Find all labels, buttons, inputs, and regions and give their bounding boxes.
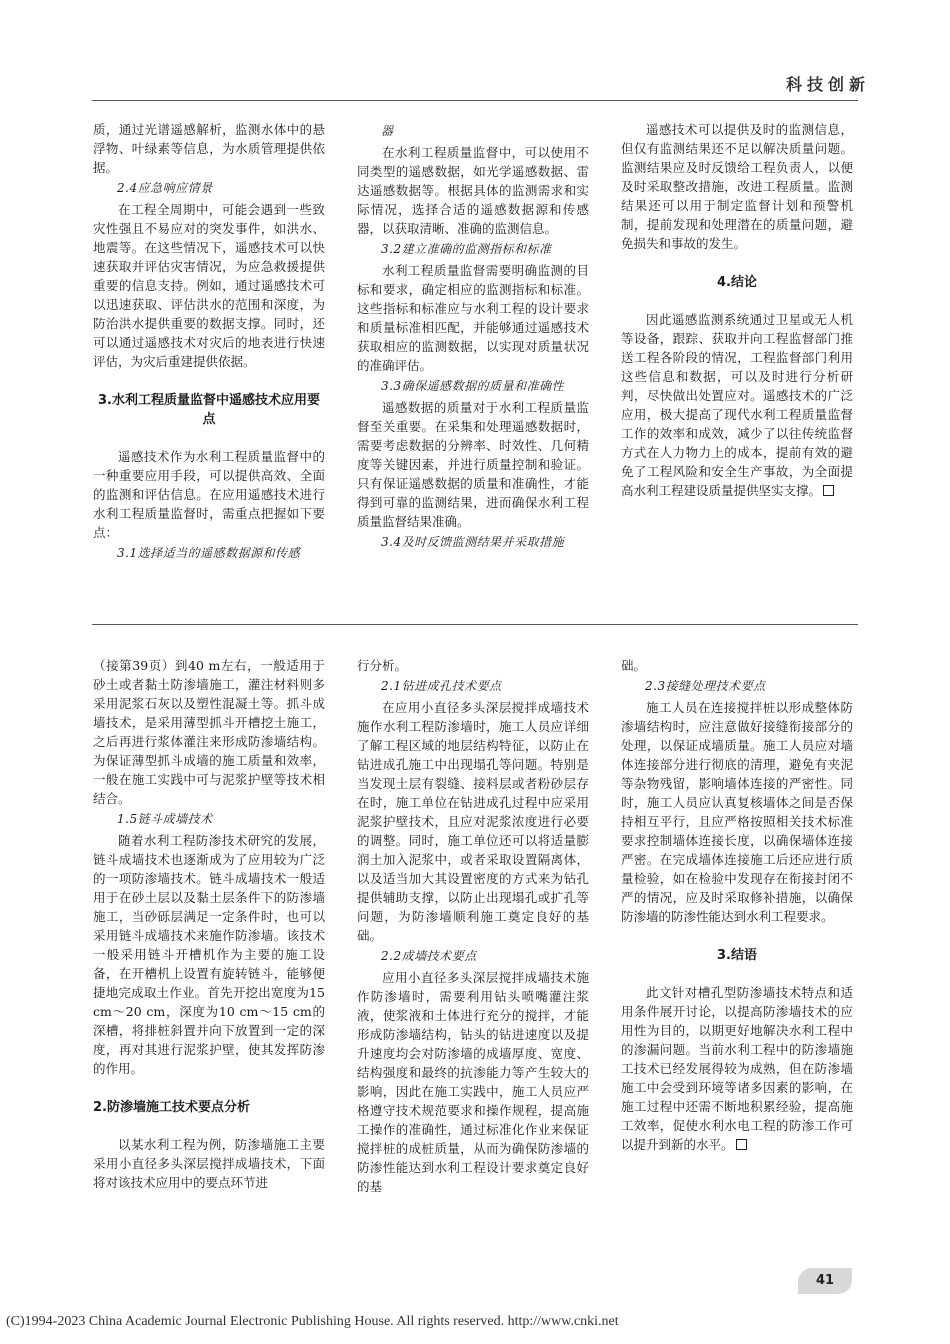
paragraph [357, 698, 589, 945]
section-heading [93, 1098, 325, 1117]
header-rule [92, 100, 858, 101]
text: 在应用小直径多头深层搅拌成墙技术施作水利工程防渗墙时，施工人员应详细了解工程区域的地层结构特征，以防止在钻进成孔施工中出现塌孔等问题。特别是当发现土层有裂缝、接料层或者粉砂层存在时，施工单位在钻进成孔过程中应采用泥浆护壁技术，且应对泥浆浓度进行必要的调整。同时，施工单位还可以将适量膨润土加入泥浆中，或者采取设置隔离体，以及适当加大其设置密度的方式来为钻孔提供辅助支撑，以防止出现塌孔或扩孔等问题，为防渗墙顺利施工奠定良好的基础。 [357, 700, 589, 943]
text: 3.结语 [717, 948, 757, 963]
text: 在水利工程质量监督中，可以使用不同类型的遥感数据，如光学遥感数据、雷达遥感数据等。根据具体的监测需求和实际情况，选择合适的遥感数据源和传感器，以获取清晰、准确的监测信息。 [357, 145, 589, 236]
paragraph [93, 656, 325, 808]
text: 2.防渗墙施工技术要点分析 [93, 1100, 250, 1115]
text: 4.结论 [717, 275, 757, 290]
section-heading [93, 391, 325, 429]
paragraph [357, 143, 589, 238]
end-mark-icon [736, 1139, 747, 1150]
end-mark-icon [823, 485, 834, 496]
section-divider [92, 624, 858, 625]
text: 此文针对槽孔型防渗墙技术特点和适用条件展开讨论，以提高防渗墙技术的应用性为目的，以期更好地解决水利工程中的渗漏问题。当前水利工程中的防渗墙施工技术已经发展得较为成熟，但在防渗墙施工中会受到环境等诸多因素的影响，在施工过程中还需不断地积累经验，提高施工效率，促使水利水电工程的防渗工作可以提升到新的水平。 [621, 985, 853, 1152]
paragraph [357, 656, 589, 675]
text: （接第39页）到40 m左右，一般适用于砂土或者黏土防渗墙施工，灌注材料则多采用泥浆石灰以及塑性混凝土等。抓斗成墙技术，是采用薄型抓斗开槽挖土施工，之后再进行浆体灌注来形成防渗墙结构。为保证薄型抓斗成墙的施工质量和效率，一般在施工实践中可与泥浆护壁等技术相结合。 [93, 658, 325, 806]
text: 因此遥感监测系统通过卫星或无人机等设备，跟踪、获取并向工程监督部门推送工程各阶段的情况，工程监督部门利用这些信息和数据，可以及时进行分析研判，尽快做出处置应对。遥感技术的广泛应用，极大提高了现代水利工程质量监督工作的效率和成效，减少了以往传统监督方式在人力物力上的成本，提前有效的避免了工程风险和安全生产事故，为全面提高水利工程建设质量提供坚实支撑。 [621, 312, 853, 498]
text: 在工程全周期中，可能会遇到一些致灾性强且不易应对的突发事件，如洪水、地震等。在这些情况下，遥感技术可以快速获取并评估灾害情况，为应急救援提供重要的信息支持。例如，通过遥感技术可以迅速获取、评估洪水的范围和深度，为防治洪水提供重要的数据支撑。同时，还可以通过遥感技术对灾后的地表进行快速评估，为灾后重建提供依据。 [93, 202, 325, 369]
text: 3.2建立准确的监测指标和标准 [381, 242, 552, 256]
text: 水利工程质量监督需要明确监测的目标和要求，确定相应的监测指标和标准。这些指标和标准应与水利工程的设计要求和质量标准相匹配，并能够通过遥感技术获取相应的监测数据，以实现对质量状况的准确评估。 [357, 263, 589, 373]
text: 础。 [621, 658, 647, 673]
subsection-heading [93, 810, 325, 829]
text: 2.1钻进成孔技术要点 [381, 679, 502, 693]
paragraph [621, 656, 853, 675]
paragraph [93, 200, 325, 371]
text: 施工人员在连接搅拌桩以形成整体防渗墙结构时，应注意做好接缝衔接部分的处理，以保证成墙质量。施工人员应对墙体连接部分进行彻底的清理，避免有夹泥等杂物残留，影响墙体连接的严密性。同时，施工人员应认真复核墙体之间是否保持相互平行，且应严格按照相关技术标准要求控制墙体连接长度，以确保墙体连接严密。在完成墙体连接施工后还应进行质量检验，如在检验中发现存在衔接封闭不严的情况，应及时采取修补措施，以确保防渗墙的防渗性能达到水利工程要求。 [621, 700, 853, 924]
subsection-heading [357, 122, 589, 141]
copyright-footer: (C)1994-2023 China Academic Journal Electronic Publishing House. All rights reserved. http://www.cnki.net [6, 1314, 619, 1329]
text: 器 [381, 124, 394, 138]
text: 应用小直径多头深层搅拌成墙技术施作防渗墙时，需要利用钻头喷嘴灌注浆液，使浆液和土体进行充分的搅拌，才能形成防渗墙结构，钻头的钻进速度以及提升速度均会对防渗墙的成墙厚度、宽度、结构强度和最终的抗渗能力等产生较大的影响，因此在施工实践中，施工人员应严格遵守技术规范要求和操作规程，提高施工操作的准确性，通过标准化作业来保证搅拌桩的成桩质量，从而为确保防渗墙的防渗性能达到水利工程设计要求奠定良好的基 [357, 970, 589, 1194]
paragraph [93, 447, 325, 542]
paragraph [621, 698, 853, 926]
subsection-heading [357, 533, 589, 552]
subsection-heading [357, 677, 589, 696]
paragraph [621, 120, 853, 253]
paragraph [93, 120, 325, 177]
section-heading [621, 946, 853, 965]
text: 质，通过光谱遥感解析，监测水体中的悬浮物、叶绿素等信息，为水质管理提供依据。 [93, 122, 325, 175]
paragraph [93, 831, 325, 1078]
section-heading [621, 273, 853, 292]
paragraph [621, 983, 853, 1154]
paragraph [621, 310, 853, 500]
text: 3.1选择适当的遥感数据源和传感 [117, 546, 301, 560]
subsection-heading [93, 179, 325, 198]
top-column-3 [621, 120, 853, 500]
paragraph [357, 261, 589, 375]
text: 遥感技术可以提供及时的监测信息，但仅有监测结果还不足以解决质量问题。监测结果应及时反馈给工程负责人，以便及时采取整改措施，改进工程质量。监测结果还可以用于制定监督计划和预警机制，提前发现和处理潜在的质量问题，避免损失和事故的发生。 [621, 122, 853, 251]
text: 1.5链斗成墙技术 [117, 812, 213, 826]
bottom-column-3 [621, 656, 853, 1154]
text: 3.3确保遥感数据的质量和准确性 [381, 379, 565, 393]
subsection-heading [357, 377, 589, 396]
paragraph [93, 1135, 325, 1192]
text: 2.2成墙技术要点 [381, 949, 477, 963]
bottom-column-2 [357, 656, 589, 1196]
subsection-heading [357, 947, 589, 966]
paragraph [357, 968, 589, 1196]
text: 遥感技术作为水利工程质量监督中的一种重要应用手段，可以提供高效、全面的监测和评估信息。在应用遥感技术进行水利工程质量监督时，需重点把握如下要点： [93, 449, 325, 540]
paragraph [357, 398, 589, 531]
section-title: 科技创新 [785, 75, 870, 94]
text: 遥感数据的质量对于水利工程质量监督至关重要。在采集和处理遥感数据时，需要考虑数据的分辨率、时效性、几何精度等关键因素，并进行质量控制和验证。只有保证遥感数据的质量和准确性，才能得到可靠的监测结果，进而确保水利工程质量监督结果准确。 [357, 400, 589, 529]
subsection-heading [357, 240, 589, 259]
page-number: 41 [798, 1268, 852, 1294]
top-column-2 [357, 120, 589, 554]
text: 行分析。 [357, 658, 408, 673]
top-column-1 [93, 120, 325, 565]
text: 3.4及时反馈监测结果并采取措施 [381, 535, 565, 549]
text: 以某水利工程为例，防渗墙施工主要采用小直径多头深层搅拌成墙技术，下面将对该技术应用中的要点环节进 [93, 1137, 325, 1190]
subsection-heading [621, 677, 853, 696]
text: 2.4应急响应情景 [117, 181, 213, 195]
subsection-heading [93, 544, 325, 563]
text: 3.水利工程质量监督中遥感技术应用要点 [98, 393, 320, 427]
text: 随着水利工程防渗技术研究的发展，链斗成墙技术也逐渐成为了应用较为广泛的一项防渗墙技术。链斗成墙技术一般适用于在砂土层以及黏土层条件下的防渗墙施工，当砂砾层满足一定条件时，也可以采用链斗成墙技术来施作防渗墙。该技术一般采用链斗开槽机作为主要的施工设备，在开槽机上设置有旋转链斗，能够便捷地完成取土作业。首先开挖出宽度为15 cm～20 cm，深度为10 cm～15 cm的深槽，将排桩斜置并向下放置到一定的深度，再对其进行泥浆护壁，使其发挥防渗的作用。 [93, 833, 325, 1076]
bottom-column-1 [93, 656, 325, 1192]
text: 2.3接缝处理技术要点 [645, 679, 766, 693]
